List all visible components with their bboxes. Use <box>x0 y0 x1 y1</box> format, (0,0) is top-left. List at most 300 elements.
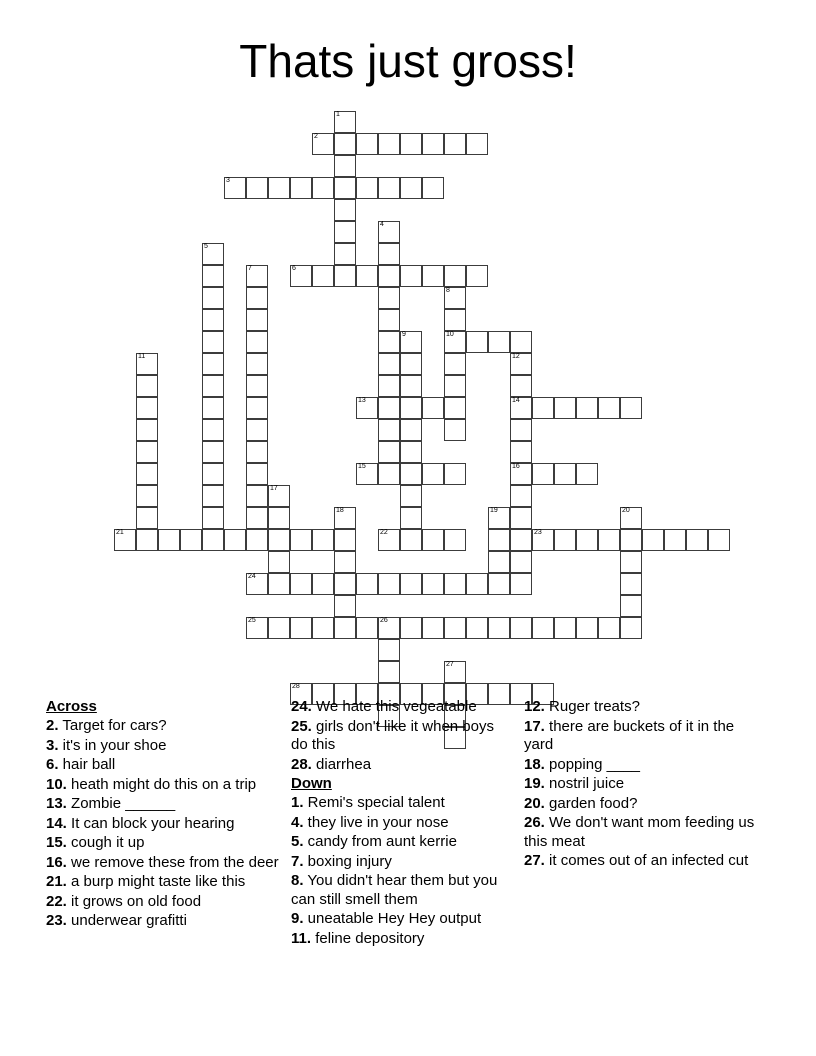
crossword-cell[interactable] <box>444 463 466 485</box>
crossword-cell[interactable] <box>620 551 642 573</box>
crossword-cell[interactable] <box>510 573 532 595</box>
clue-number: 6. <box>46 756 59 773</box>
crossword-cell[interactable] <box>136 507 158 529</box>
crossword-cell[interactable] <box>422 265 444 287</box>
crossword-cell[interactable] <box>422 133 444 155</box>
crossword-cell[interactable] <box>400 265 422 287</box>
crossword-cell[interactable] <box>576 397 598 419</box>
crossword-cell[interactable] <box>246 353 268 375</box>
crossword-cell[interactable] <box>510 507 532 529</box>
cell-number: 18 <box>336 507 344 514</box>
crossword-cell[interactable] <box>422 617 444 639</box>
crossword-cell[interactable] <box>356 133 378 155</box>
clue-down-19[interactable] <box>524 775 764 794</box>
cell-number: 14 <box>512 397 520 404</box>
crossword-cell[interactable] <box>378 243 400 265</box>
crossword-cell[interactable] <box>378 397 400 419</box>
crossword-cell[interactable] <box>136 529 158 551</box>
cell-number: 24 <box>248 573 256 580</box>
crossword-cell[interactable] <box>334 617 356 639</box>
clue-across-15[interactable] <box>46 834 281 853</box>
clue-number: 26. <box>524 814 545 831</box>
crossword-cell[interactable] <box>400 463 422 485</box>
crossword-cell[interactable] <box>378 221 400 243</box>
crossword-cell[interactable] <box>312 529 334 551</box>
crossword-cell[interactable] <box>202 507 224 529</box>
crossword-cell[interactable] <box>334 133 356 155</box>
clue-down-18[interactable] <box>524 756 764 775</box>
across-heading: Across <box>46 698 97 715</box>
crossword-cell[interactable] <box>378 265 400 287</box>
clue-number: 18. <box>524 755 545 773</box>
cell-number: 15 <box>358 463 366 470</box>
clue-text: cough it up <box>66 834 145 851</box>
crossword-cell[interactable] <box>466 133 488 155</box>
crossword-cell[interactable] <box>444 331 466 353</box>
crossword-cell[interactable] <box>444 309 466 331</box>
crossword-cell[interactable] <box>444 419 466 441</box>
cell-number: 4 <box>380 221 384 228</box>
crossword-cell[interactable] <box>114 529 136 551</box>
crossword-cell[interactable] <box>202 331 224 353</box>
crossword-cell[interactable] <box>334 573 356 595</box>
crossword-cell[interactable] <box>532 397 554 419</box>
crossword-cell[interactable] <box>356 463 378 485</box>
crossword-cell[interactable] <box>334 243 356 265</box>
crossword-cell[interactable] <box>202 309 224 331</box>
crossword-cell[interactable] <box>268 573 290 595</box>
crossword-cell[interactable] <box>444 265 466 287</box>
cell-number: 8 <box>446 287 450 294</box>
crossword-cell[interactable] <box>312 133 334 155</box>
clue-number: 16. <box>46 853 67 871</box>
crossword-cell[interactable] <box>642 529 664 551</box>
clue-number: 19. <box>524 775 545 792</box>
crossword-cell[interactable] <box>246 375 268 397</box>
crossword-cell[interactable] <box>620 595 642 617</box>
cell-number: 9 <box>402 331 406 338</box>
crossword-cell[interactable] <box>246 265 268 287</box>
crossword-cell[interactable] <box>488 507 510 529</box>
cell-number: 6 <box>292 265 296 272</box>
clue-number: 15. <box>46 834 67 851</box>
crossword-cell[interactable] <box>664 529 686 551</box>
crossword-cell[interactable] <box>378 441 400 463</box>
clue-text: uneatable Hey Hey output <box>303 910 482 927</box>
crossword-cell[interactable] <box>356 177 378 199</box>
clue-text: it comes out of an infected cut <box>544 852 749 869</box>
clue-text: candy from aunt kerrie <box>303 833 457 850</box>
crossword-cell[interactable] <box>202 419 224 441</box>
clue-number: 14. <box>46 814 67 832</box>
crossword-cell[interactable] <box>312 265 334 287</box>
crossword-cell[interactable] <box>356 397 378 419</box>
clue-down-5[interactable] <box>291 833 514 852</box>
crossword-cell[interactable] <box>334 177 356 199</box>
crossword-cell[interactable] <box>246 529 268 551</box>
clue-number: 13. <box>46 795 67 812</box>
crossword-cell[interactable] <box>312 573 334 595</box>
crossword-grid[interactable] <box>114 111 708 690</box>
crossword-cell[interactable] <box>268 177 290 199</box>
crossword-cell[interactable] <box>268 529 290 551</box>
crossword-cell[interactable] <box>708 529 730 551</box>
clue-text: feline depository <box>311 929 425 947</box>
crossword-cell[interactable] <box>532 463 554 485</box>
clue-number: 17. <box>524 717 545 735</box>
crossword-cell[interactable] <box>180 529 202 551</box>
crossword-cell[interactable] <box>488 529 510 551</box>
cell-number: 12 <box>512 353 520 360</box>
crossword-cell[interactable] <box>378 661 400 683</box>
crossword-cell[interactable] <box>598 529 620 551</box>
clue-down-20[interactable] <box>524 795 764 814</box>
crossword-cell[interactable] <box>202 485 224 507</box>
clue-text: diarrhea <box>311 755 372 773</box>
crossword-cell[interactable] <box>510 617 532 639</box>
clue-text: You didn't hear them but you can still smell them <box>291 872 498 908</box>
clue-number: 27. <box>524 852 545 869</box>
crossword-cell[interactable] <box>246 331 268 353</box>
crossword-cell[interactable] <box>400 177 422 199</box>
crossword-cell[interactable] <box>202 375 224 397</box>
clue-down-4[interactable] <box>291 814 514 833</box>
crossword-cell[interactable] <box>400 507 422 529</box>
crossword-cell[interactable] <box>378 133 400 155</box>
clue-column-3 <box>524 698 774 872</box>
crossword-cell[interactable] <box>334 551 356 573</box>
clue-down-26[interactable] <box>524 814 764 851</box>
crossword-cell[interactable] <box>532 617 554 639</box>
cell-number: 5 <box>204 243 208 250</box>
crossword-cell[interactable] <box>334 529 356 551</box>
crossword-cell[interactable] <box>246 485 268 507</box>
crossword-cell[interactable] <box>576 529 598 551</box>
cell-number: 20 <box>622 507 630 514</box>
crossword-cell[interactable] <box>620 573 642 595</box>
crossword-cell[interactable] <box>488 573 510 595</box>
crossword-cell[interactable] <box>136 375 158 397</box>
crossword-cell[interactable] <box>400 573 422 595</box>
clue-number: 2. <box>46 717 59 734</box>
clue-number: 5. <box>291 833 304 850</box>
crossword-cell[interactable] <box>378 419 400 441</box>
clue-number: 3. <box>46 736 59 754</box>
clue-number: 7. <box>291 852 304 870</box>
crossword-cell[interactable] <box>400 485 422 507</box>
crossword-cell[interactable] <box>466 265 488 287</box>
clue-number: 8. <box>291 872 304 889</box>
crossword-cell[interactable] <box>444 529 466 551</box>
clue-text: it's in your shoe <box>58 736 167 754</box>
crossword-cell[interactable] <box>510 529 532 551</box>
crossword-cell[interactable] <box>378 573 400 595</box>
cell-number: 28 <box>292 683 300 690</box>
crossword-cell[interactable] <box>510 375 532 397</box>
crossword-cell[interactable] <box>224 529 246 551</box>
cell-number: 11 <box>138 353 146 360</box>
crossword-cell[interactable] <box>400 441 422 463</box>
crossword-cell[interactable] <box>334 507 356 529</box>
cell-number: 7 <box>248 265 252 272</box>
crossword-cell[interactable] <box>202 243 224 265</box>
clue-text: hair ball <box>58 756 116 773</box>
crossword-cell[interactable] <box>378 617 400 639</box>
crossword-cell[interactable] <box>444 397 466 419</box>
clue-down-17[interactable] <box>524 718 764 755</box>
clue-text: Target for cars? <box>58 717 167 734</box>
clue-across-23[interactable] <box>46 912 281 931</box>
crossword-cell[interactable] <box>356 265 378 287</box>
crossword-cell[interactable] <box>290 265 312 287</box>
clue-number: 11. <box>291 929 312 947</box>
clue-column-1 <box>46 698 291 932</box>
crossword-cell[interactable] <box>378 463 400 485</box>
crossword-cell[interactable] <box>532 529 554 551</box>
crossword-cell[interactable] <box>378 375 400 397</box>
crossword-cell[interactable] <box>202 265 224 287</box>
crossword-cell[interactable] <box>268 551 290 573</box>
crossword-cell[interactable] <box>312 617 334 639</box>
clue-across-16[interactable] <box>46 854 281 873</box>
clue-across-2[interactable] <box>46 717 281 736</box>
cell-number: 25 <box>248 617 256 624</box>
crossword-cell[interactable] <box>312 177 334 199</box>
crossword-cell[interactable] <box>334 595 356 617</box>
crossword-cell[interactable] <box>400 617 422 639</box>
crossword-cell[interactable] <box>488 617 510 639</box>
clue-text: there are buckets of it in the yard <box>524 717 735 753</box>
page-title: Thats just gross! <box>239 35 577 87</box>
cell-number: 19 <box>490 507 498 514</box>
clue-text: we remove these from the deer <box>66 853 279 871</box>
clue-down-8[interactable] <box>291 872 514 909</box>
crossword-cell[interactable] <box>510 419 532 441</box>
crossword-cell[interactable] <box>136 463 158 485</box>
crossword-cell[interactable] <box>378 177 400 199</box>
crossword-cell[interactable] <box>334 221 356 243</box>
clue-number: 21. <box>46 873 67 890</box>
crossword-cell[interactable] <box>378 287 400 309</box>
crossword-cell[interactable] <box>290 177 312 199</box>
crossword-cell[interactable] <box>554 617 576 639</box>
crossword-cell[interactable] <box>510 331 532 353</box>
clue-number: 25. <box>291 717 312 735</box>
crossword-cell[interactable] <box>620 617 642 639</box>
crossword-cell[interactable] <box>202 529 224 551</box>
crossword-cell[interactable] <box>422 177 444 199</box>
crossword-cell[interactable] <box>598 397 620 419</box>
crossword-cell[interactable] <box>334 155 356 177</box>
clue-text: It can block your hearing <box>66 814 235 832</box>
cell-number: 21 <box>116 529 124 536</box>
crossword-cell[interactable] <box>444 287 466 309</box>
crossword-cell[interactable] <box>378 309 400 331</box>
crossword-cell[interactable] <box>202 353 224 375</box>
crossword-cell[interactable] <box>400 331 422 353</box>
clue-down-11[interactable] <box>291 930 514 949</box>
crossword-cell[interactable] <box>268 617 290 639</box>
clue-text: boxing injury <box>303 852 392 870</box>
clue-column-2 <box>291 698 524 949</box>
crossword-cell[interactable] <box>422 463 444 485</box>
cell-number: 1 <box>336 111 340 118</box>
crossword-cell[interactable] <box>620 397 642 419</box>
crossword-cell[interactable] <box>554 529 576 551</box>
cell-number: 10 <box>446 331 454 338</box>
clue-text: We don't want mom feeding us this meat <box>524 814 755 850</box>
crossword-cell[interactable] <box>202 463 224 485</box>
clue-text: they live in your nose <box>303 813 449 831</box>
crossword-cell[interactable] <box>290 529 312 551</box>
clue-number: 9. <box>291 910 304 927</box>
clue-number: 1. <box>291 794 304 811</box>
crossword-cell[interactable] <box>268 507 290 529</box>
crossword-cell[interactable] <box>400 353 422 375</box>
crossword-cell[interactable] <box>202 397 224 419</box>
crossword-cell[interactable] <box>246 507 268 529</box>
cell-number: 16 <box>512 463 520 470</box>
crossword-cell[interactable] <box>466 331 488 353</box>
crossword-cell[interactable] <box>268 485 290 507</box>
crossword-cell[interactable] <box>334 111 356 133</box>
cell-number: 26 <box>380 617 388 624</box>
clue-number: 22. <box>46 892 67 910</box>
crossword-cell[interactable] <box>334 199 356 221</box>
clue-across-14[interactable] <box>46 815 281 834</box>
clue-text: underwear grafitti <box>66 912 187 929</box>
crossword-cell[interactable] <box>202 441 224 463</box>
crossword-cell[interactable] <box>246 419 268 441</box>
clue-number: 23. <box>46 912 67 929</box>
clue-down-1[interactable] <box>291 794 514 813</box>
crossword-cell[interactable] <box>136 353 158 375</box>
crossword-cell[interactable] <box>554 397 576 419</box>
crossword-cell[interactable] <box>334 265 356 287</box>
crossword-cell[interactable] <box>158 529 180 551</box>
crossword-cell[interactable] <box>136 485 158 507</box>
clue-number: 4. <box>291 813 304 831</box>
crossword-cell[interactable] <box>510 353 532 375</box>
crossword-cell[interactable] <box>444 661 466 683</box>
crossword-cell[interactable] <box>510 441 532 463</box>
clue-text: it grows on old food <box>66 892 202 910</box>
cell-number: 17 <box>270 485 278 492</box>
crossword-cell[interactable] <box>510 551 532 573</box>
cell-number: 2 <box>314 133 318 140</box>
clue-number: 10. <box>46 775 67 793</box>
clue-across-6[interactable] <box>46 756 281 775</box>
crossword-cell[interactable] <box>444 133 466 155</box>
crossword-cell[interactable] <box>378 529 400 551</box>
clue-down-12[interactable] <box>524 698 764 717</box>
crossword-cell[interactable] <box>400 397 422 419</box>
clue-across-3[interactable] <box>46 737 281 756</box>
crossword-cell[interactable] <box>202 287 224 309</box>
crossword-cell[interactable] <box>356 573 378 595</box>
clue-text: heath might do this on a trip <box>66 775 257 793</box>
crossword-cell[interactable] <box>246 441 268 463</box>
crossword-cell[interactable] <box>444 353 466 375</box>
crossword-cell[interactable] <box>400 529 422 551</box>
clue-text: girls don't like it when boys do this <box>291 717 494 753</box>
crossword-cell[interactable] <box>246 617 268 639</box>
crossword-cell[interactable] <box>290 573 312 595</box>
crossword-cell[interactable] <box>576 617 598 639</box>
crossword-cell[interactable] <box>136 441 158 463</box>
crossword-cell[interactable] <box>686 529 708 551</box>
crossword-cell[interactable] <box>422 529 444 551</box>
clue-across-24[interactable] <box>291 698 514 717</box>
crossword-cell[interactable] <box>554 463 576 485</box>
crossword-cell[interactable] <box>246 287 268 309</box>
crossword-cell[interactable] <box>576 463 598 485</box>
crossword-cell[interactable] <box>246 573 268 595</box>
clue-across-13[interactable] <box>46 795 281 814</box>
clue-number: 28. <box>291 755 312 773</box>
clue-text: Remi's special talent <box>303 794 445 811</box>
crossword-cell[interactable] <box>290 617 312 639</box>
crossword-cell[interactable] <box>246 309 268 331</box>
down-heading: Down <box>291 775 332 792</box>
clue-down-27[interactable] <box>524 852 764 871</box>
crossword-cell[interactable] <box>356 617 378 639</box>
clue-across-21[interactable] <box>46 873 281 892</box>
clue-across-28[interactable] <box>291 756 514 775</box>
crossword-cell[interactable] <box>488 331 510 353</box>
crossword-cell[interactable] <box>246 397 268 419</box>
crossword-cell[interactable] <box>378 639 400 661</box>
clue-down-7[interactable] <box>291 853 514 872</box>
crossword-cell[interactable] <box>224 177 246 199</box>
crossword-cell[interactable] <box>378 353 400 375</box>
cell-number: 3 <box>226 177 230 184</box>
crossword-cell[interactable] <box>136 419 158 441</box>
clue-number: 20. <box>524 794 545 812</box>
crossword-cell[interactable] <box>444 617 466 639</box>
clue-across-10[interactable] <box>46 776 281 795</box>
crossword-cell[interactable] <box>444 375 466 397</box>
crossword-cell[interactable] <box>510 463 532 485</box>
crossword-cell[interactable] <box>444 573 466 595</box>
crossword-cell[interactable] <box>136 397 158 419</box>
clue-text: Zombie ______ <box>66 795 176 812</box>
crossword-cell[interactable] <box>466 617 488 639</box>
clue-down-9[interactable] <box>291 910 514 929</box>
clue-text: nostril juice <box>544 775 625 792</box>
clue-number: 12. <box>524 698 545 715</box>
cell-number: 13 <box>358 397 366 404</box>
clue-across-25[interactable] <box>291 718 514 755</box>
crossword-cell[interactable] <box>246 463 268 485</box>
crossword-cell[interactable] <box>620 529 642 551</box>
crossword-cell[interactable] <box>466 573 488 595</box>
crossword-cell[interactable] <box>510 397 532 419</box>
crossword-cell[interactable] <box>422 573 444 595</box>
crossword-cell[interactable] <box>400 375 422 397</box>
crossword-cell[interactable] <box>620 507 642 529</box>
clue-across-22[interactable] <box>46 893 281 912</box>
crossword-cell[interactable] <box>510 485 532 507</box>
crossword-cell[interactable] <box>598 617 620 639</box>
cell-number: 27 <box>446 661 454 668</box>
crossword-cell[interactable] <box>400 133 422 155</box>
crossword-cell[interactable] <box>422 397 444 419</box>
crossword-cell[interactable] <box>488 551 510 573</box>
crossword-cell[interactable] <box>378 331 400 353</box>
crossword-cell[interactable] <box>400 419 422 441</box>
crossword-cell[interactable] <box>246 177 268 199</box>
